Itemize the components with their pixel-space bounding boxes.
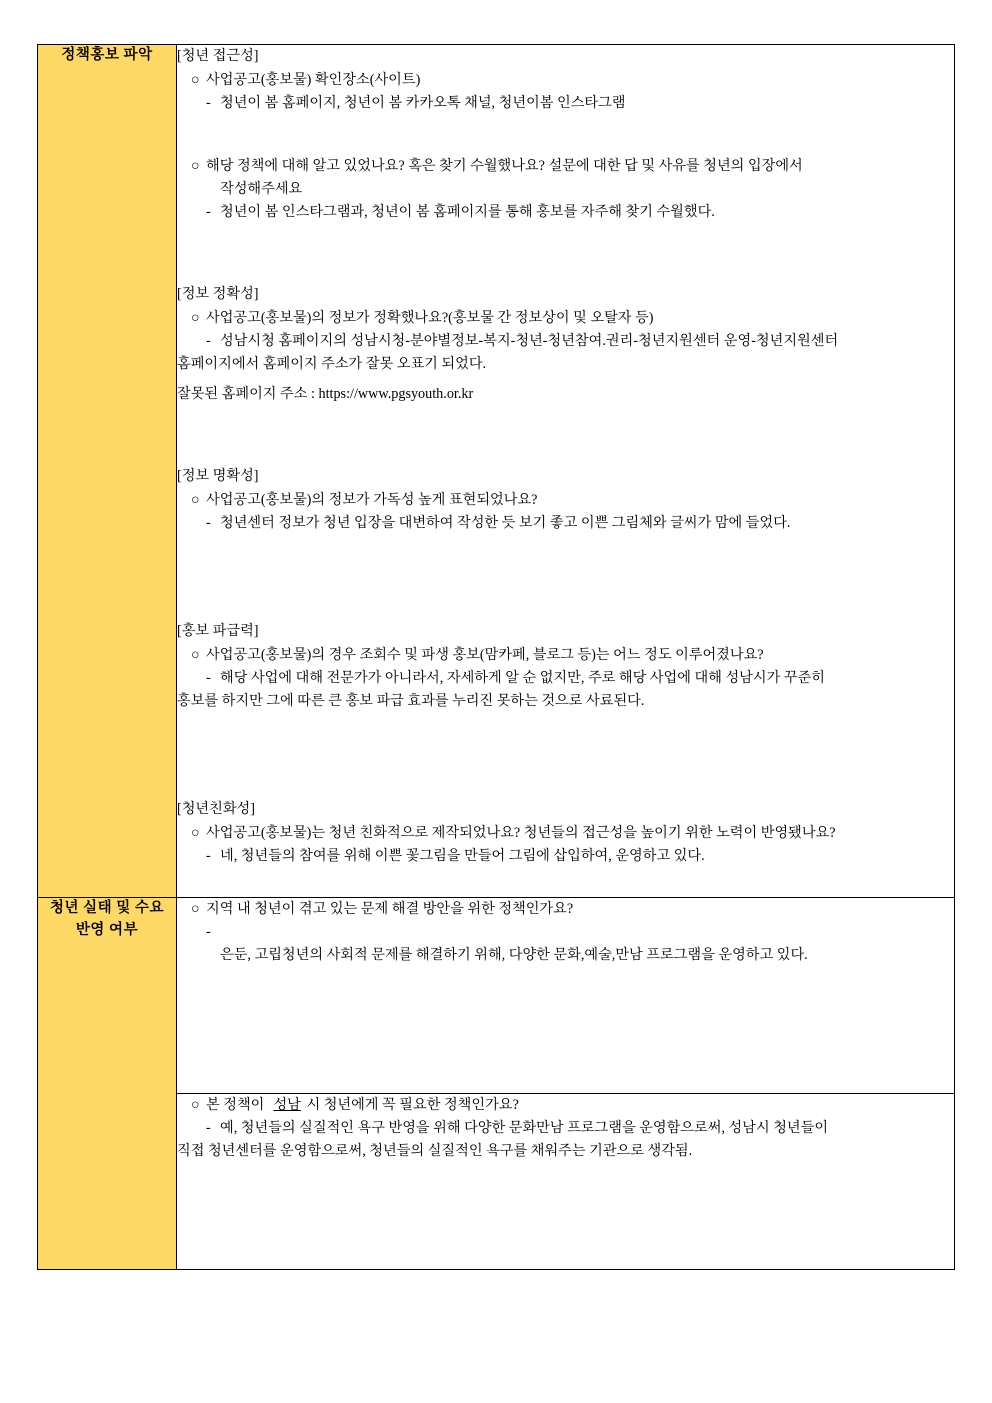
circle-marker: ○ — [191, 158, 200, 174]
spacer — [177, 594, 954, 620]
question-text: 사업공고(홍보물) 확인장소(사이트) — [206, 72, 421, 88]
answer-dash-only: - — [206, 924, 211, 940]
row-label-policy-promotion — [38, 45, 177, 898]
question-blank-field[interactable]: 성남 — [273, 1097, 301, 1113]
section-promotion-reach — [177, 620, 954, 712]
spacer — [177, 772, 954, 798]
question-text: 사업공고(홍보물)의 경우 조회수 및 파생 홍보(맘카페, 블로그 등)는 어느 정도 이루어졌나요? — [206, 647, 764, 663]
answer-item — [177, 92, 954, 114]
question-suffix: 시 청년에게 꼭 필요한 정책인가요? — [306, 1097, 519, 1113]
dash-marker: - — [206, 95, 211, 111]
answer-text-continued: 홍보를 하지만 그에 따른 큰 홍보 파급 효과를 누리진 못하는 것으로 사료된다. — [177, 693, 645, 709]
section-heading: [홍보 파급력] — [177, 623, 259, 639]
dash-marker: - — [206, 204, 211, 220]
section-youth-accessibility — [177, 45, 954, 223]
section-youth-friendliness — [177, 798, 954, 867]
question-text: 사업공고(홍보물)의 정보가 정확했나요?(홍보물 간 정보상이 및 오탈자 등) — [206, 310, 654, 326]
dash-marker: - — [206, 848, 211, 864]
answer-text: 은둔, 고립청년의 사회적 문제를 해결하기 위해, 다양한 문화,예술,만남 프로그램을 운영하고 있다. — [220, 947, 808, 963]
spacer — [177, 716, 954, 772]
row-content-local-problem — [177, 898, 955, 1094]
answer-text-continued: 홈페이지에서 홈페이지 주소가 잘못 오표기 되었다. — [177, 356, 487, 372]
section-information-clarity — [177, 465, 954, 534]
answer-text: 네, 청년들의 참여를 위해 이쁜 꽃그림을 만들어 그림에 삽입하여, 운영하고 있다. — [220, 848, 705, 864]
answer-text: 해당 사업에 대해 전문가가 아니라서, 자세하게 알 순 없지만, 주로 해당 사업에 대해 성남시가 꾸준히 — [220, 670, 825, 686]
answer-text: 청년센터 정보가 청년 입장을 대변하여 작성한 듯 보기 좋고 이쁜 그림체와 글씨가 맘에 들었다. — [220, 515, 791, 531]
question-text: 지역 내 청년이 겪고 있는 문제 해결 방안을 위한 정책인가요? — [206, 901, 574, 917]
question-item — [177, 69, 954, 91]
dash-marker: - — [206, 515, 211, 531]
question-item — [177, 644, 954, 666]
spacer — [177, 871, 954, 897]
circle-marker: ○ — [191, 310, 200, 326]
table-row — [38, 898, 955, 1094]
answer-text-continued: 직접 청년센터를 운영함으로써, 청년들의 실질적인 욕구를 채워주는 기관으로 생각됨. — [177, 1143, 693, 1159]
section-heading: [청년 접근성] — [177, 48, 259, 64]
question-item — [177, 307, 954, 329]
section-heading: [정보 명확성] — [177, 468, 259, 484]
section-heading: [청년친화성] — [177, 801, 255, 817]
question-text: 사업공고(홍보물)의 정보가 가독성 높게 표현되었나요? — [206, 492, 538, 508]
section-information-accuracy — [177, 283, 954, 405]
question-item — [177, 155, 954, 177]
answer-text: 청년이 봄 인스타그램과, 청년이 봄 홈페이지를 통해 홍보를 자주해 찾기 수월했다. — [220, 204, 715, 220]
question-text: 사업공고(홍보물)는 청년 친화적으로 제작되었나요? 청년들의 접근성을 높이기 위한 노력이 반영됐나요? — [206, 825, 836, 841]
answer-item — [177, 845, 954, 867]
question-text-continued: 작성해주세요 — [220, 181, 303, 197]
row-label-youth-needs — [38, 898, 177, 1270]
circle-marker: ○ — [191, 492, 200, 508]
circle-marker: ○ — [191, 1097, 200, 1113]
question-item — [177, 822, 954, 844]
row-content-policy-promotion — [177, 45, 955, 898]
row-label-text-line2: 반영 여부 — [75, 921, 139, 938]
question-item — [177, 1094, 954, 1116]
row-label-text-line1: 청년 실태 및 수요 — [50, 900, 164, 916]
circle-marker: ○ — [191, 72, 200, 88]
answer-text: 청년이 봄 홈페이지, 청년이 봄 카카오톡 채널, 청년이봄 인스타그램 — [220, 95, 626, 111]
table-row — [38, 45, 955, 898]
section-heading: [정보 정확성] — [177, 286, 259, 302]
row-label-text: 정책홍보 파악 — [61, 47, 153, 63]
wrong-url-note: 잘못된 홈페이지 주소 : https://www.pgsyouth.or.kr — [177, 386, 474, 402]
spacer — [177, 115, 954, 155]
answer-text: 성남시청 홈페이지의 성남시청-분야별정보-복지-청년-청년참여.권리-청년지원센터 운영-청년지원센터 — [220, 333, 839, 349]
question-item — [177, 898, 954, 920]
answer-item — [177, 667, 954, 689]
answer-item — [177, 330, 954, 352]
dash-marker: - — [206, 670, 211, 686]
dash-marker: - — [206, 1120, 211, 1136]
circle-marker: ○ — [191, 647, 200, 663]
answer-item — [177, 201, 954, 223]
dash-marker: - — [206, 333, 211, 349]
question-item — [177, 489, 954, 511]
question-text: 해당 정책에 대해 알고 있었나요? 혹은 찾기 수월했나요? 설문에 대한 답 및 사유를 청년의 입장에서 — [206, 158, 803, 174]
circle-marker: ○ — [191, 825, 200, 841]
row-content-policy-necessity — [177, 1094, 955, 1270]
survey-table — [37, 44, 955, 1270]
spacer — [177, 538, 954, 594]
circle-marker: ○ — [191, 901, 200, 917]
answer-item — [177, 512, 954, 534]
spacer — [177, 227, 954, 283]
answer-text: 예, 청년들의 실질적인 욕구 반영을 위해 다양한 문화만남 프로그램을 운영함으로써, 성남시 청년들이 — [220, 1120, 829, 1136]
spacer — [177, 409, 954, 465]
answer-item — [177, 1117, 954, 1139]
question-prefix: 본 정책이 — [206, 1097, 265, 1113]
